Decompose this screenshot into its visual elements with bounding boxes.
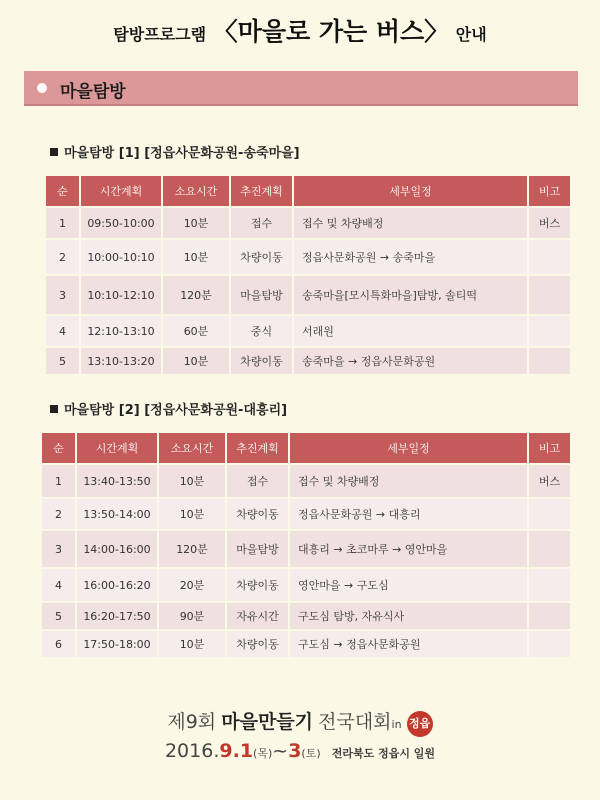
table-cell <box>528 315 571 347</box>
table-cell: 10:00-10:10 <box>80 239 162 275</box>
table-cell: 정읍사문화공원 → 송죽마을 <box>293 239 528 275</box>
table-cell: 120분 <box>162 275 230 315</box>
table-cell: 16:00-16:20 <box>76 568 158 602</box>
table-cell: 버스 <box>528 207 571 239</box>
title-main: 〈마을로 가는 버스〉 <box>212 17 450 46</box>
table-header-row <box>41 432 571 464</box>
table-cell: 접수 <box>226 464 289 498</box>
table-cell <box>528 498 571 530</box>
column-header: 순 <box>41 432 76 464</box>
tour2-heading <box>50 399 287 418</box>
table-row <box>45 207 571 239</box>
table-header-row <box>45 175 571 207</box>
table-row <box>41 498 571 530</box>
table-cell: 120분 <box>158 530 226 568</box>
table-row <box>41 568 571 602</box>
table-cell: 10분 <box>158 498 226 530</box>
table-cell: 대흥리 → 초코마루 → 영안마을 <box>289 530 528 568</box>
table-cell: 차량이동 <box>226 568 289 602</box>
table-cell: 송죽마을[모시특화마을]탐방, 솔티떡 <box>293 275 528 315</box>
event-location: 전라북도 정읍시 일원 <box>331 747 436 760</box>
table-cell: 6 <box>41 630 76 658</box>
event-date <box>0 740 600 762</box>
table-cell: 정읍사문화공원 → 대흥리 <box>289 498 528 530</box>
table-cell <box>528 630 571 658</box>
table-cell <box>528 275 571 315</box>
table-cell: 60분 <box>162 315 230 347</box>
event-end-day: (토) <box>301 747 321 760</box>
square-bullet-icon <box>50 405 58 413</box>
table-row <box>45 315 571 347</box>
section-label: 마을탐방 <box>60 82 126 102</box>
tour2-heading-text: 마을탐방 [2] [정읍사문화공원-대흥리] <box>64 403 288 418</box>
table-row <box>45 275 571 315</box>
table-cell: 3 <box>41 530 76 568</box>
table-row <box>41 630 571 658</box>
table-cell: 20분 <box>158 568 226 602</box>
column-header: 비고 <box>528 432 571 464</box>
column-header: 소요시간 <box>162 175 230 207</box>
bullet-dot-icon <box>37 83 47 93</box>
table-cell: 10:10-12:10 <box>80 275 162 315</box>
table-cell: 16:20-17:50 <box>76 602 158 630</box>
table-cell: 버스 <box>528 464 571 498</box>
event-start-date: 9.1 <box>219 740 254 762</box>
table-cell <box>528 347 571 375</box>
table-cell: 구도심 → 정읍사문화공원 <box>289 630 528 658</box>
event-date-separator: ~ <box>272 740 289 762</box>
table-cell: 구도심 탐방, 자유식사 <box>289 602 528 630</box>
table-cell: 마을탐방 <box>230 275 293 315</box>
table-cell: 10분 <box>158 464 226 498</box>
tour2-table <box>40 431 572 659</box>
table-cell: 1 <box>41 464 76 498</box>
table-cell: 4 <box>45 315 80 347</box>
event-name: 마을만들기 <box>221 711 314 733</box>
column-header: 순 <box>45 175 80 207</box>
column-header: 추진계획 <box>226 432 289 464</box>
column-header: 세부일정 <box>289 432 528 464</box>
table-cell: 서래원 <box>293 315 528 347</box>
column-header: 추진계획 <box>230 175 293 207</box>
table-cell: 90분 <box>158 602 226 630</box>
table-cell: 차량이동 <box>230 347 293 375</box>
table-cell: 13:10-13:20 <box>80 347 162 375</box>
table-cell: 5 <box>45 347 80 375</box>
table-cell: 14:00-16:00 <box>76 530 158 568</box>
table-cell: 차량이동 <box>230 239 293 275</box>
column-header: 비고 <box>528 175 571 207</box>
table-row <box>45 239 571 275</box>
page-title <box>0 12 600 48</box>
table-cell: 차량이동 <box>226 498 289 530</box>
table-cell: 2 <box>41 498 76 530</box>
table-cell: 마을탐방 <box>226 530 289 568</box>
tour1-heading-text: 마을탐방 [1] [정읍사문화공원-송죽마을] <box>64 146 300 161</box>
square-bullet-icon <box>50 148 58 156</box>
table-cell: 10분 <box>162 239 230 275</box>
tour1-heading <box>50 142 300 161</box>
table-cell: 송죽마을 → 정읍사문화공원 <box>293 347 528 375</box>
title-suffix: 안내 <box>455 25 487 44</box>
table-cell: 중식 <box>230 315 293 347</box>
column-header: 세부일정 <box>293 175 528 207</box>
table-cell: 접수 <box>230 207 293 239</box>
tour1-table <box>44 174 572 376</box>
section-banner <box>24 71 578 106</box>
table-cell <box>528 530 571 568</box>
table-cell: 13:40-13:50 <box>76 464 158 498</box>
table-cell: 3 <box>45 275 80 315</box>
table-cell: 10분 <box>158 630 226 658</box>
event-name-suffix: 전국대회 <box>318 711 392 733</box>
event-in: in <box>391 718 402 731</box>
table-row <box>41 530 571 568</box>
table-cell: 5 <box>41 602 76 630</box>
event-year: 2016. <box>164 740 220 762</box>
table-cell: 영안마을 → 구도심 <box>289 568 528 602</box>
table-cell: 12:10-13:10 <box>80 315 162 347</box>
column-header: 시간계획 <box>76 432 158 464</box>
table-cell: 접수 및 차량배정 <box>293 207 528 239</box>
table-cell: 13:50-14:00 <box>76 498 158 530</box>
event-end-date: 3 <box>288 740 302 762</box>
table-cell: 2 <box>45 239 80 275</box>
table-row <box>41 602 571 630</box>
table-cell: 접수 및 차량배정 <box>289 464 528 498</box>
jeongeup-logo-icon: 정읍 <box>407 711 433 737</box>
table-cell: 10분 <box>162 207 230 239</box>
table-cell: 4 <box>41 568 76 602</box>
table-cell: 17:50-18:00 <box>76 630 158 658</box>
event-edition: 제9회 <box>167 711 217 733</box>
table-row <box>45 347 571 375</box>
table-cell <box>528 568 571 602</box>
table-cell: 자유시간 <box>226 602 289 630</box>
table-row <box>41 464 571 498</box>
table-cell: 09:50-10:00 <box>80 207 162 239</box>
table-cell: 차량이동 <box>226 630 289 658</box>
title-prefix: 탐방프로그램 <box>113 25 207 44</box>
event-start-day: (목) <box>253 747 273 760</box>
column-header: 시간계획 <box>80 175 162 207</box>
table-cell: 1 <box>45 207 80 239</box>
table-cell <box>528 602 571 630</box>
table-cell: 10분 <box>162 347 230 375</box>
table-cell <box>528 239 571 275</box>
event-title <box>0 707 600 737</box>
column-header: 소요시간 <box>158 432 226 464</box>
